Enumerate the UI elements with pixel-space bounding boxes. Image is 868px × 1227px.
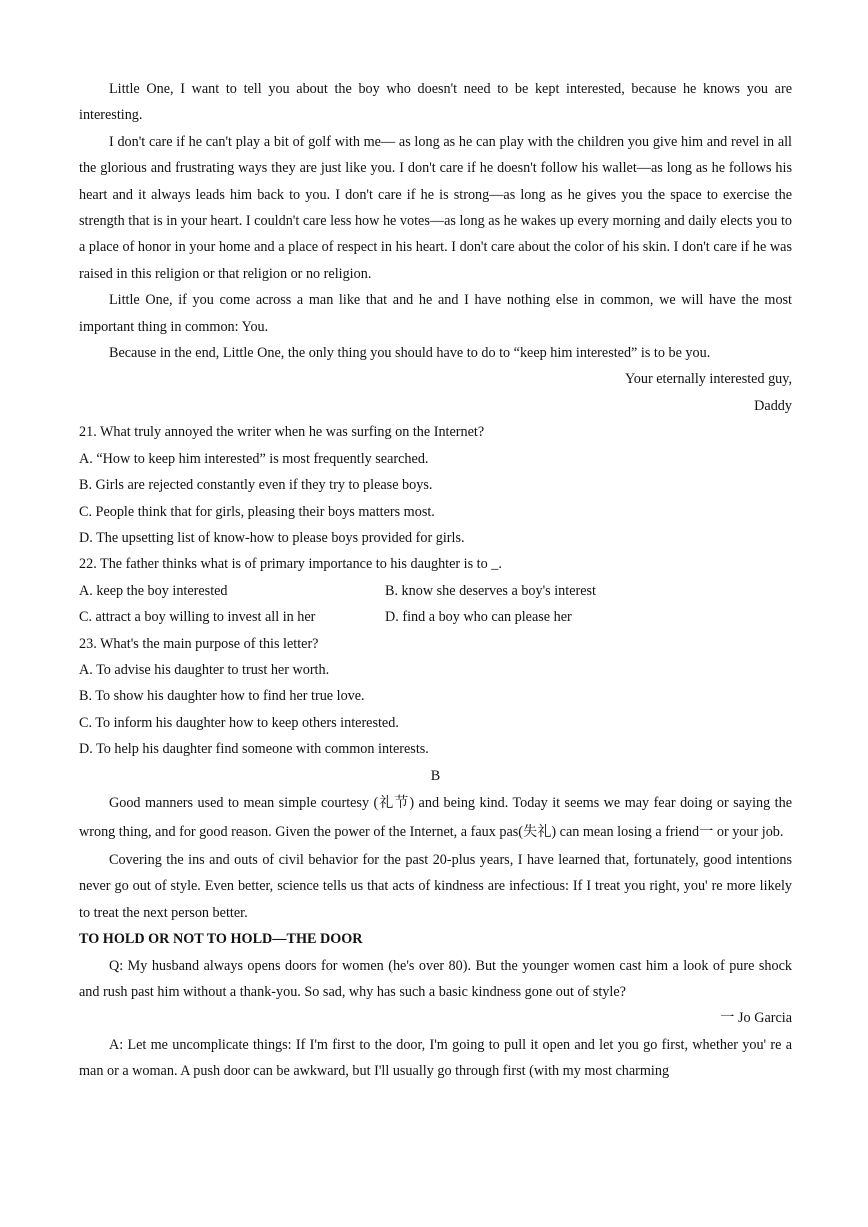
paragraph: I don't care if he can't play a bit of golf with me— as long as he can play with the children you give him and revel in all the glorious and frustrating ways they are just like you. I don't care if he doesn't follow his wallet—as long as he follows his heart and it always leads him back to you. I don't care if he is strong—as long as he gives you the space to exercise the strength that is in your heart. I couldn't care less how he votes—as long as he wakes up every morning and daily elects you to a place of honor in your home and a place of respect in his heart. I don't care about the color of his skin. I don't care if he was raised in this religion or that religion or no religion.	[79, 133, 792, 282]
question-author: 一 Jo Garcia	[720, 1010, 792, 1027]
document-page	[79, 76, 792, 1085]
option: D. To help his daughter find someone with common interests.	[79, 741, 429, 758]
letter-signature: Daddy	[754, 397, 792, 414]
paragraph: Little One, I want to tell you about the boy who doesn't need to be kept interested, because he knows you are interesting.	[79, 81, 792, 124]
option: B. Girls are rejected constantly even if they try to please boys.	[79, 477, 433, 494]
option: C. People think that for girls, pleasing their boys matters most.	[79, 503, 435, 520]
answer-paragraph: A: Let me uncomplicate things: If I'm first to the door, I'm going to pull it open and let you go first, whether you' re a man or a woman. A push door can be awkward, but I'll usually go through first (with my most charming	[79, 1036, 792, 1080]
paragraph: Covering the ins and outs of civil behavior for the past 20-plus years, I have learned that, fortunately, good intentions never go out of style. Even better, science tells us that acts of kindness are infectious: If I treat you right, you' re more likely to treat the next person better.	[79, 851, 792, 921]
option: C. To inform his daughter how to keep others interested.	[79, 714, 399, 731]
option-row	[79, 578, 792, 604]
option: B. know she deserves a boy's interest	[385, 582, 596, 599]
option: A. “How to keep him interested” is most frequently searched.	[79, 450, 429, 467]
option: A. To advise his daughter to trust her worth.	[79, 661, 330, 678]
option: D. find a boy who can please her	[385, 609, 572, 626]
option: C. attract a boy willing to invest all in her	[79, 609, 316, 626]
option: A. keep the boy interested	[79, 582, 228, 599]
passage-a	[79, 76, 792, 419]
question-stem: 21. What truly annoyed the writer when he was surfing on the Internet?	[79, 424, 485, 441]
passage-b	[79, 763, 792, 1085]
paragraph: Because in the end, Little One, the only thing you should have to do to “keep him interested” is to be you.	[109, 345, 711, 362]
paragraph: Little One, if you come across a man like that and he and I have nothing else in common, we will have the most important thing in common: You.	[79, 292, 792, 335]
letter-closing: Your eternally interested guy,	[624, 371, 792, 388]
option-row	[79, 604, 792, 630]
reader-question: Q: My husband always opens doors for women (he's over 80). But the younger women cast him a look of pure shock and rush past him without a thank-you. So sad, why has such a basic kindness gone out of style?	[79, 957, 792, 1000]
section-label: B	[430, 767, 441, 784]
section-heading: TO HOLD OR NOT TO HOLD—THE DOOR	[79, 931, 363, 948]
paragraph: Good manners used to mean simple courtesy (礼节) and being kind. Today it seems we may fear doing or saying the wrong thing, and for good reason. Given the power of the Internet, a faux pas(失礼) can mean losing a friend一 or your job.	[79, 794, 792, 840]
option: B. To show his daughter how to find her true love.	[79, 688, 365, 705]
question-stem: 23. What's the main purpose of this letter?	[79, 635, 319, 652]
questions	[79, 419, 792, 762]
option: D. The upsetting list of know-how to please boys provided for girls.	[79, 529, 465, 546]
question-stem: 22. The father thinks what is of primary importance to his daughter is to _.	[79, 556, 502, 573]
